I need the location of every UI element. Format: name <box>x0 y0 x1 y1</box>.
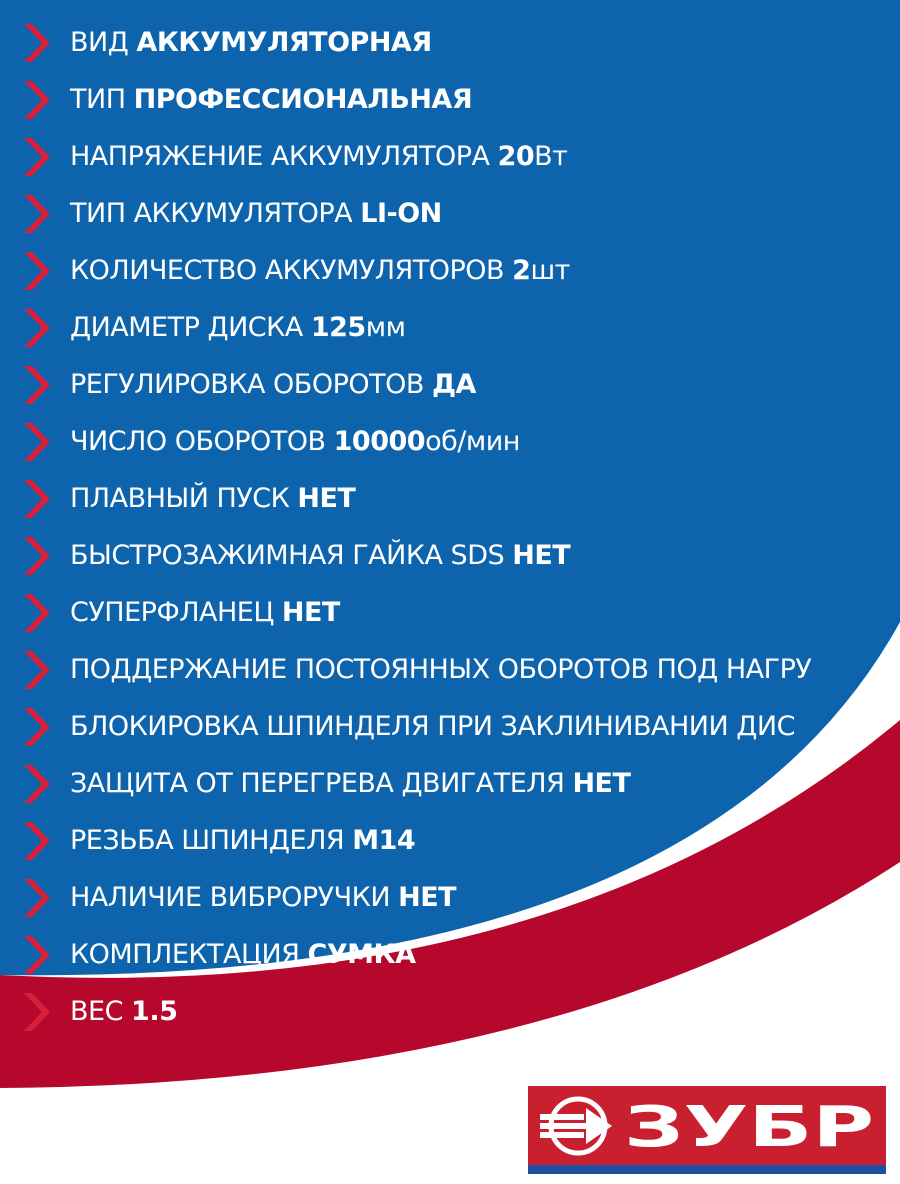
spec-label: РЕГУЛИРОВКА ОБОРОТОВ <box>70 369 424 400</box>
spec-text <box>70 356 476 413</box>
spec-value: 1.5 <box>131 996 178 1027</box>
spec-unit: мм <box>365 312 406 343</box>
chevron-right-icon <box>24 765 50 803</box>
chevron-right-icon <box>24 366 50 404</box>
spec-value: 20 <box>497 141 535 172</box>
spec-label: НАПРЯЖЕНИЕ АККУМУЛЯТОРА <box>70 141 490 172</box>
spec-row <box>0 584 900 641</box>
spec-row <box>0 242 900 299</box>
arrow-logo-icon <box>540 1099 612 1153</box>
spec-row <box>0 755 900 812</box>
spec-text <box>70 299 405 356</box>
spec-label: КОМПЛЕКТАЦИЯ <box>70 939 300 970</box>
spec-row <box>0 14 900 71</box>
spec-label: ЧИСЛО ОБОРОТОВ <box>70 426 326 457</box>
chevron-right-icon <box>24 480 50 518</box>
spec-label: КОЛИЧЕСТВО АККУМУЛЯТОРОВ <box>70 255 505 286</box>
spec-value: НЕТ <box>512 540 571 571</box>
chevron-right-icon <box>24 708 50 746</box>
spec-value: ПРОФЕССИОНАЛЬНАЯ <box>133 84 473 115</box>
spec-text <box>70 812 415 869</box>
spec-value: 10000 <box>333 426 426 457</box>
chevron-right-icon <box>24 879 50 917</box>
spec-text <box>70 14 432 71</box>
spec-row <box>0 185 900 242</box>
spec-row <box>0 356 900 413</box>
chevron-right-icon <box>24 936 50 974</box>
spec-label: ЗАЩИТА ОТ ПЕРЕГРЕВА ДВИГАТЕЛЯ <box>70 768 565 799</box>
spec-row <box>0 71 900 128</box>
spec-label: БЛОКИРОВКА ШПИНДЕЛЯ ПРИ ЗАКЛИНИВАНИИ ДИС <box>70 711 795 742</box>
spec-row <box>0 128 900 185</box>
spec-label: ВЕС <box>70 996 123 1027</box>
spec-text <box>70 584 340 641</box>
spec-text <box>70 641 811 698</box>
chevron-right-icon <box>24 81 50 119</box>
spec-value: НЕТ <box>572 768 631 799</box>
logo-graphic <box>528 1086 886 1165</box>
chevron-right-icon <box>24 138 50 176</box>
chevron-right-icon <box>24 24 50 62</box>
chevron-right-icon <box>24 537 50 575</box>
spec-value: 2 <box>512 255 531 286</box>
spec-value: НЕТ <box>398 882 457 913</box>
spec-row <box>0 869 900 926</box>
spec-text <box>70 755 630 812</box>
spec-value: ДА <box>431 369 476 400</box>
spec-row <box>0 527 900 584</box>
spec-label: ПОДДЕРЖАНИЕ ПОСТОЯННЫХ ОБОРОТОВ ПОД НАГРУ <box>70 654 812 685</box>
chevron-right-icon <box>24 651 50 689</box>
spec-list <box>0 14 900 1040</box>
spec-value: 125 <box>310 312 366 343</box>
spec-text <box>70 527 570 584</box>
spec-text <box>70 242 570 299</box>
spec-text <box>70 185 442 242</box>
spec-label: РЕЗЬБА ШПИНДЕЛЯ <box>70 825 345 856</box>
spec-label: НАЛИЧИЕ ВИБРОРУЧКИ <box>70 882 391 913</box>
spec-row <box>0 926 900 983</box>
spec-row <box>0 641 900 698</box>
chevron-right-icon <box>24 594 50 632</box>
spec-text <box>70 470 355 527</box>
chevron-right-icon <box>24 252 50 290</box>
spec-unit: Вт <box>534 141 568 172</box>
spec-label: ДИАМЕТР ДИСКА <box>70 312 303 343</box>
chevron-right-icon <box>24 993 50 1031</box>
spec-row <box>0 983 900 1040</box>
spec-label: БЫСТРОЗАЖИМНАЯ ГАЙКА SDS <box>70 540 505 571</box>
spec-text <box>70 869 456 926</box>
spec-row <box>0 299 900 356</box>
chevron-right-icon <box>24 195 50 233</box>
logo-text: ЗУБР <box>624 1095 874 1160</box>
chevron-right-icon <box>24 423 50 461</box>
spec-unit: об/мин <box>425 426 520 457</box>
spec-value: АККУМУЛЯТОРНАЯ <box>136 27 432 58</box>
spec-value: LI-ON <box>360 198 442 229</box>
spec-label: ВИД <box>70 27 129 58</box>
spec-row <box>0 413 900 470</box>
spec-text <box>70 698 795 755</box>
spec-value: СУМКА <box>307 939 416 970</box>
chevron-right-icon <box>24 822 50 860</box>
spec-label: ТИП АККУМУЛЯТОРА <box>70 198 353 229</box>
spec-text <box>70 983 177 1040</box>
spec-value: НЕТ <box>297 483 356 514</box>
spec-label: СУПЕРФЛАНЕЦ <box>70 597 274 628</box>
spec-row <box>0 812 900 869</box>
spec-unit: шт <box>530 255 570 286</box>
brand-logo <box>528 1086 886 1174</box>
spec-label: ТИП <box>70 84 126 115</box>
logo-blue-strip <box>528 1165 886 1174</box>
chevron-right-icon <box>24 309 50 347</box>
spec-row <box>0 698 900 755</box>
spec-label: ПЛАВНЫЙ ПУСК <box>70 483 290 514</box>
spec-row <box>0 470 900 527</box>
spec-text <box>70 71 472 128</box>
spec-text <box>70 926 416 983</box>
spec-value: М14 <box>352 825 416 856</box>
spec-text <box>70 128 567 185</box>
spec-value: НЕТ <box>281 597 340 628</box>
spec-text <box>70 413 520 470</box>
